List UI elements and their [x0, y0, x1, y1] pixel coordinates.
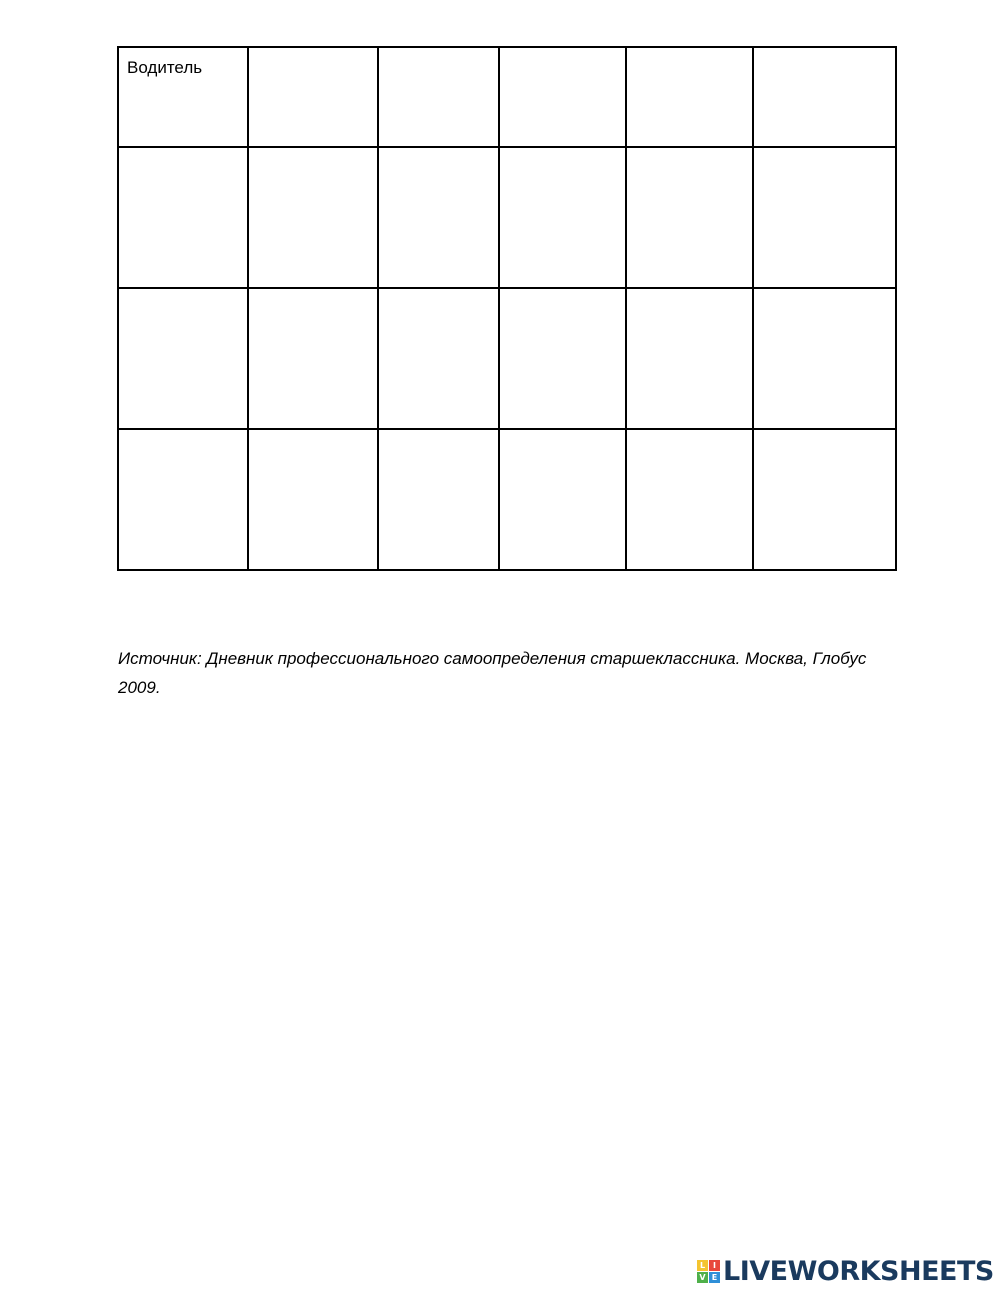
table-cell[interactable]	[499, 429, 626, 570]
table-cell[interactable]	[499, 47, 626, 147]
table-cell[interactable]	[626, 147, 753, 288]
source-citation: Источник: Дневник профессионального самоопределения старшеклассника. Москва, Глобус 2009.	[118, 649, 867, 697]
table-cell[interactable]	[499, 288, 626, 429]
table-cell[interactable]	[626, 47, 753, 147]
table-cell[interactable]	[248, 288, 378, 429]
table-cell[interactable]	[378, 147, 499, 288]
table-cell[interactable]	[753, 288, 896, 429]
cell-text	[379, 430, 498, 440]
logo-text: LIVEWORKSHEETS	[723, 1255, 994, 1287]
cell-text	[500, 430, 625, 440]
table-row	[118, 429, 896, 570]
cell-text	[627, 48, 752, 58]
table-cell[interactable]	[248, 429, 378, 570]
table-cell[interactable]	[753, 147, 896, 288]
cell-text	[627, 430, 752, 440]
cell-text	[249, 48, 377, 58]
table-cell[interactable]	[378, 288, 499, 429]
cell-text	[500, 289, 625, 299]
table-cell[interactable]	[118, 147, 248, 288]
table-cell[interactable]	[118, 429, 248, 570]
table-cell[interactable]	[378, 47, 499, 147]
table-cell[interactable]	[626, 288, 753, 429]
cell-text	[119, 289, 247, 299]
cell-text	[249, 289, 377, 299]
cell-text	[754, 289, 895, 299]
cell-text	[754, 148, 895, 158]
worksheet-table	[117, 46, 897, 571]
cell-text	[754, 430, 895, 440]
logo-block: L	[697, 1260, 708, 1271]
cell-text	[379, 289, 498, 299]
cell-text	[500, 148, 625, 158]
cell-text	[379, 48, 498, 58]
cell-text	[500, 48, 625, 58]
table-cell[interactable]	[248, 47, 378, 147]
cell-text	[379, 148, 498, 158]
table-cell[interactable]	[118, 288, 248, 429]
logo-block: E	[709, 1272, 720, 1283]
table-cell[interactable]	[753, 47, 896, 147]
cell-text	[627, 148, 752, 158]
logo-block: I	[709, 1260, 720, 1271]
table-row	[118, 47, 896, 147]
logo-block: V	[697, 1272, 708, 1283]
cell-text	[249, 430, 377, 440]
table-cell[interactable]	[626, 429, 753, 570]
liveworksheets-logo[interactable]	[697, 1255, 994, 1287]
cell-text	[249, 148, 377, 158]
table-cell[interactable]	[248, 147, 378, 288]
table-cell[interactable]	[499, 147, 626, 288]
cell-text	[119, 430, 247, 440]
table-cell[interactable]	[753, 429, 896, 570]
logo-blocks-icon	[697, 1260, 720, 1283]
cell-text: Водитель	[127, 58, 203, 77]
table-cell[interactable]	[118, 47, 248, 147]
table-cell[interactable]	[378, 429, 499, 570]
cell-text	[627, 289, 752, 299]
cell-text	[119, 148, 247, 158]
table-row	[118, 147, 896, 288]
cell-text	[754, 48, 895, 58]
table-row	[118, 288, 896, 429]
